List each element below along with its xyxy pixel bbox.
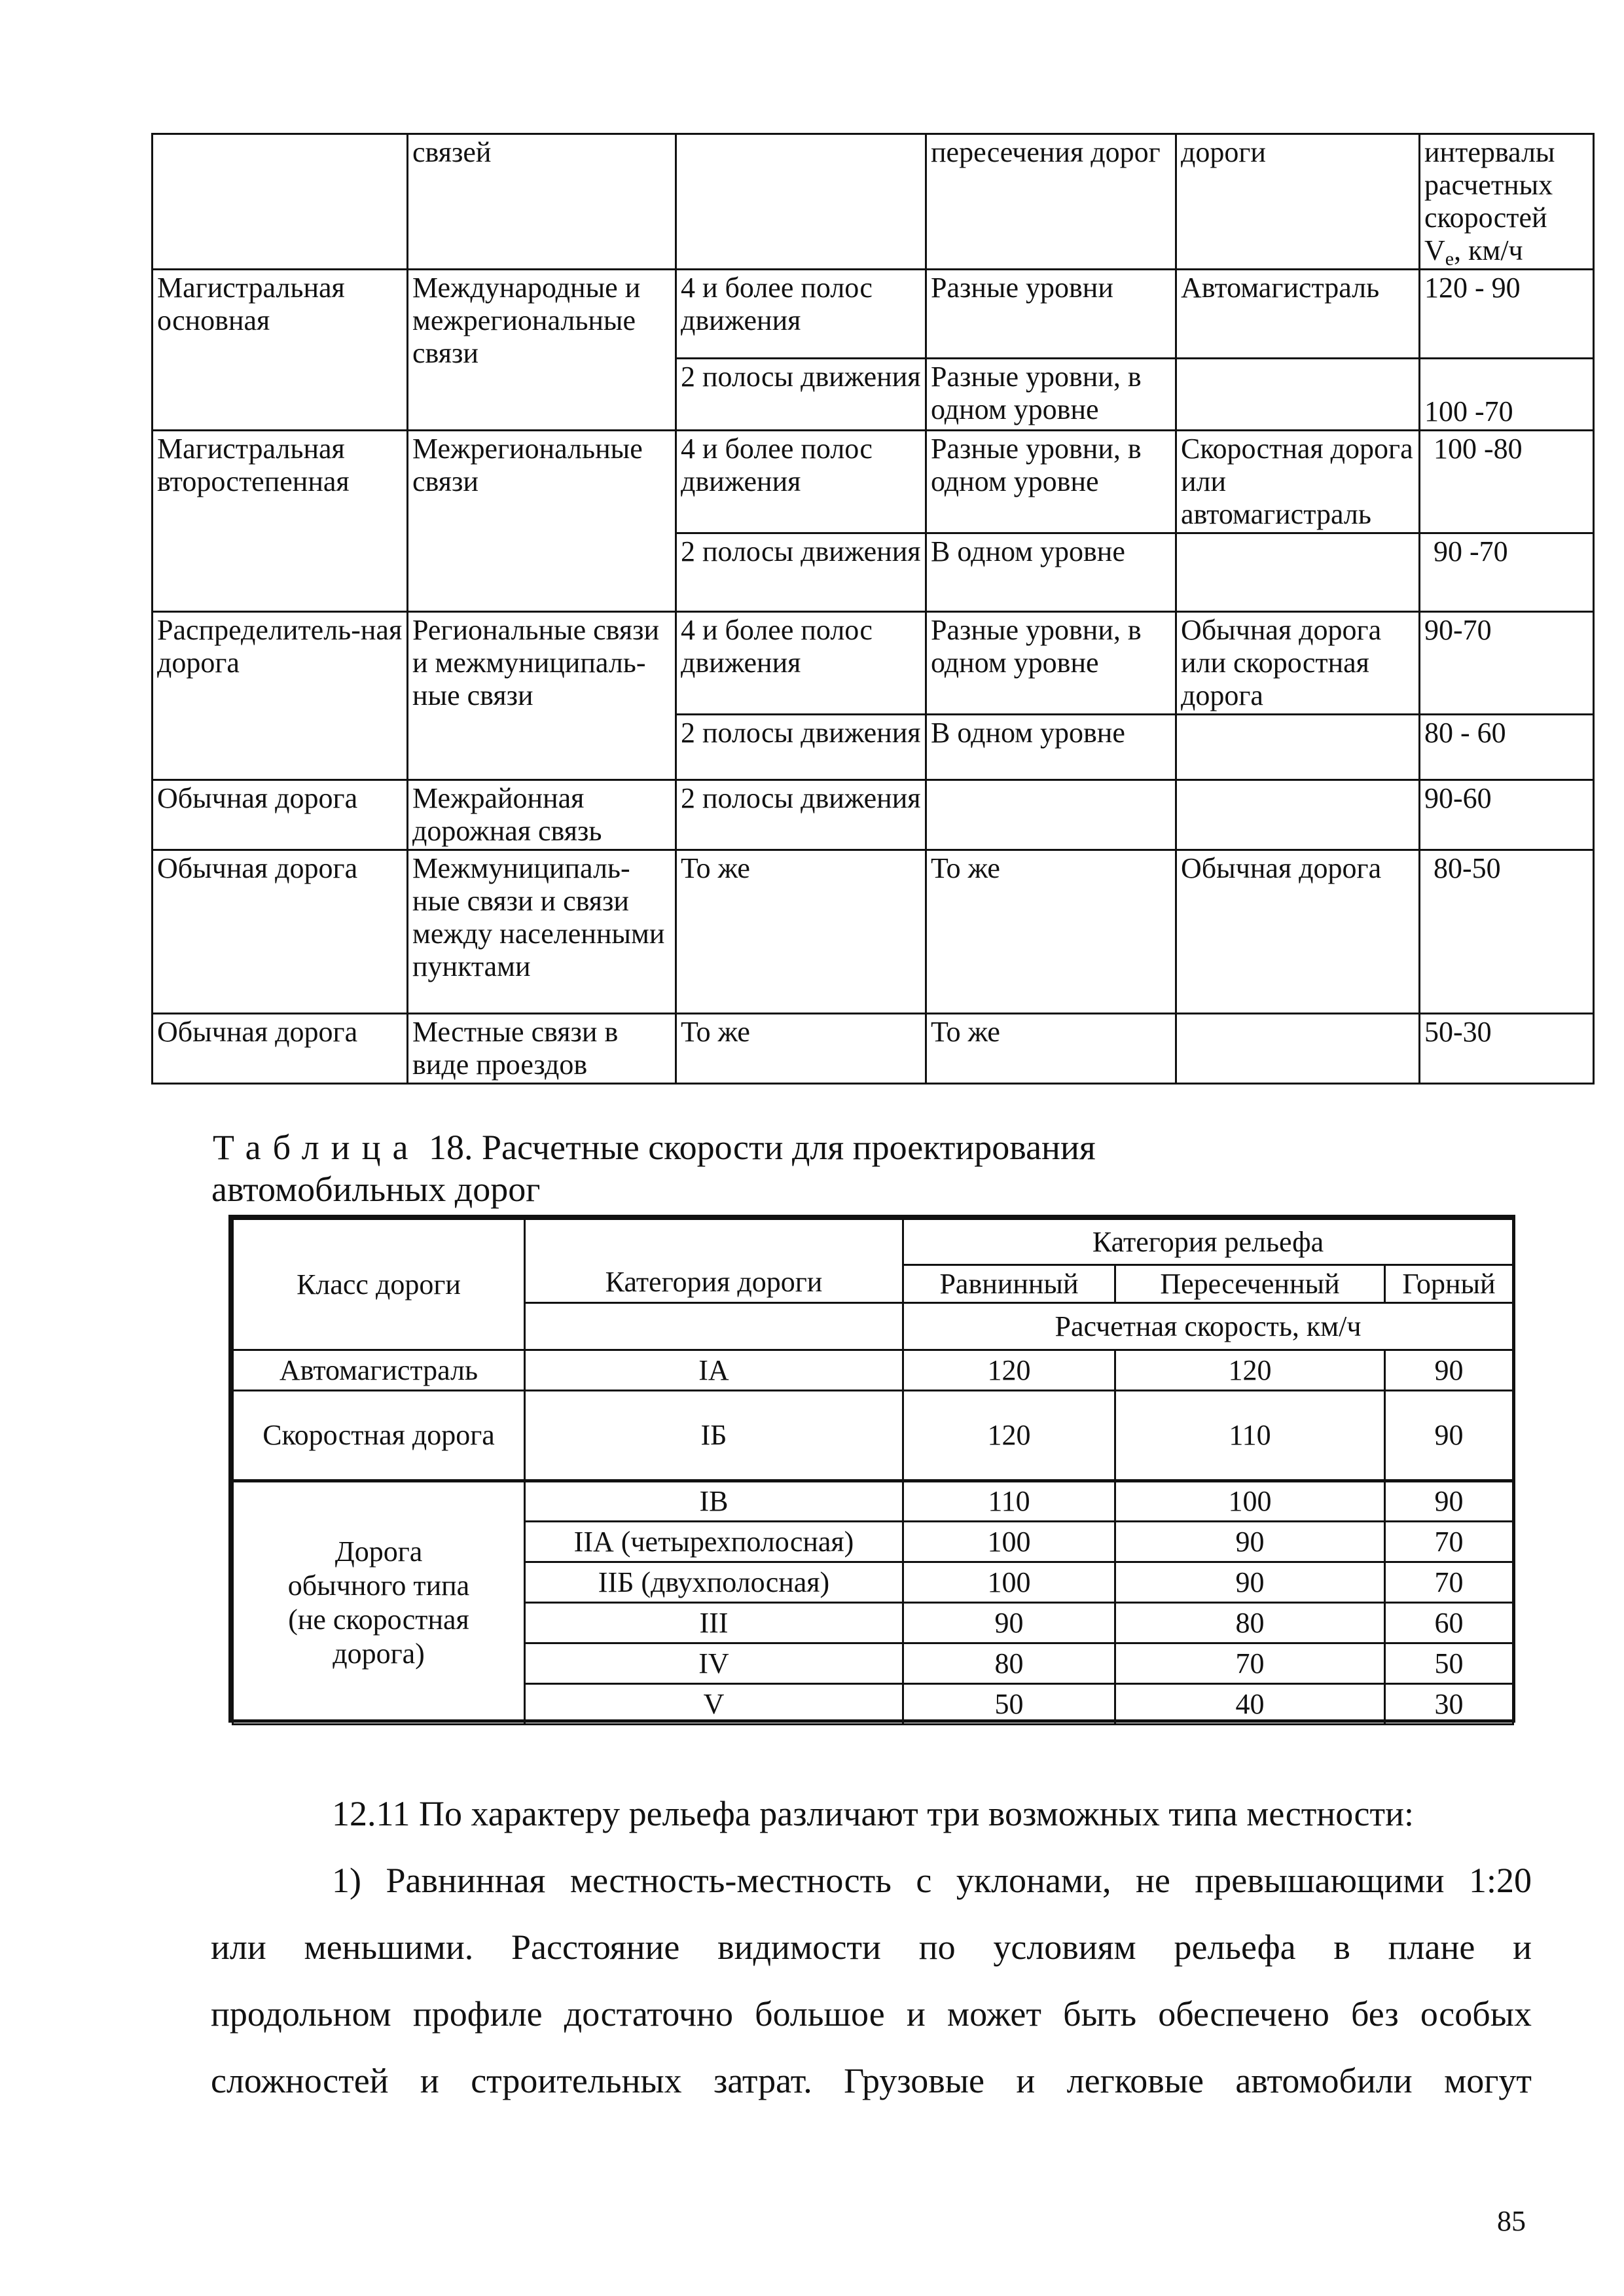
table-row <box>233 1350 1513 1391</box>
table-cell: V <box>525 1684 903 1725</box>
table-row <box>233 1219 1513 1265</box>
table-cell <box>926 780 1176 850</box>
header-design-speed: Расчетная скорость, км/ч <box>903 1303 1513 1350</box>
table-cell: 2 полосы движения <box>676 359 926 431</box>
table-cell: 100 <box>903 1522 1115 1562</box>
table-cell: 2 полосы движения <box>676 780 926 850</box>
table-cell: Разные уровни <box>926 270 1176 359</box>
header-mountain: Горный <box>1385 1265 1513 1303</box>
table-cell: 90-70 <box>1420 612 1594 715</box>
table-cell: 110 <box>903 1481 1115 1522</box>
table-row <box>153 431 1594 533</box>
paragraph-line: продольном профиле достаточно большое и может быть обеспечено без особых <box>211 1994 1532 2034</box>
table-cell: 90 <box>1385 1481 1513 1522</box>
header-rough: Пересеченный <box>1115 1265 1385 1303</box>
table-caption <box>213 1127 1522 1168</box>
table-cell: 120 <box>903 1391 1115 1481</box>
paragraph-12-11: 12.11 По характеру рельефа различают три возможных типа местности: <box>332 1794 1415 1833</box>
road-classification-table <box>151 133 1595 1085</box>
table-cell: 50 <box>1385 1643 1513 1684</box>
table-cell: IV <box>525 1643 903 1684</box>
table-cell: 30 <box>1385 1684 1513 1725</box>
table-cell: 120 <box>1115 1350 1385 1391</box>
design-speed-table <box>228 1215 1515 1723</box>
class-line: Дорога <box>334 1535 423 1568</box>
table-cell <box>1176 780 1420 850</box>
header-relief-category: Категория рельефа <box>903 1219 1513 1265</box>
table-cell: Скоростная дорога или автомагистраль <box>1176 431 1420 533</box>
table-cell: 80 <box>903 1643 1115 1684</box>
table-cell: III <box>525 1603 903 1643</box>
class-line: обычного типа <box>287 1570 470 1602</box>
caption-text: 18. Расчетные скорости для проектирования <box>428 1128 1096 1167</box>
table-cell: 80-50 <box>1420 850 1594 1014</box>
speed-subscript: e <box>1445 248 1454 270</box>
table-cell <box>1176 715 1420 780</box>
table-cell: Региональные связи и межмуниципаль-ные связи <box>408 612 676 780</box>
table-cell: IА <box>525 1350 903 1391</box>
table-cell: 90 <box>1385 1391 1513 1481</box>
table-cell: IIА (четырехполосная) <box>525 1522 903 1562</box>
table-cell: 2 полосы движения <box>676 715 926 780</box>
table-cell: Магистральная второстепенная <box>153 431 408 612</box>
table-cell: 4 и более полос движения <box>676 612 926 715</box>
table-cell: 100 <box>903 1562 1115 1603</box>
table-row <box>153 134 1594 270</box>
speed-unit: , км/ч <box>1454 234 1523 266</box>
table-cell: 120 - 90 <box>1420 270 1594 359</box>
table-cell: Разные уровни, в одном уровне <box>926 359 1176 431</box>
speed-symbol: V <box>1424 234 1445 266</box>
table-row <box>233 1391 1513 1481</box>
table-cell: IВ <box>525 1481 903 1522</box>
table-cell: 90 <box>1385 1350 1513 1391</box>
class-line: (не скоростная <box>288 1604 469 1636</box>
page-number: 85 <box>1497 2205 1526 2237</box>
caption-text-tail: автомобильных дорог <box>211 1170 541 1209</box>
table-cell: дороги <box>1176 134 1420 270</box>
table-cell: В одном уровне <box>926 533 1176 612</box>
paragraph-line: сложностей и строительных затрат. Грузовые и легковые автомобили могут <box>211 2061 1532 2100</box>
table-cell: 70 <box>1115 1643 1385 1684</box>
table-row <box>153 270 1594 359</box>
table-cell: IIБ (двухполосная) <box>525 1562 903 1603</box>
paragraph-flat-terrain <box>211 1847 1532 2114</box>
table-cell: Обычная дорога <box>153 780 408 850</box>
table-cell: Межрайонная дорожная связь <box>408 780 676 850</box>
table-cell: 4 и более полос движения <box>676 431 926 533</box>
table-cell <box>676 134 926 270</box>
table-cell <box>525 1303 903 1350</box>
table-cell: 100 -70 <box>1420 359 1594 431</box>
table-cell: 80 - 60 <box>1420 715 1594 780</box>
table-cell: Обычная дорога <box>153 1014 408 1084</box>
table-cell: Автомагистраль <box>1176 270 1420 359</box>
table-cell: Межмуниципаль-ные связи и связи между населенными пунктами <box>408 850 676 1014</box>
header-road-class: Класс дороги <box>233 1219 525 1350</box>
table-cell: 90 <box>903 1603 1115 1643</box>
table-cell: связей <box>408 134 676 270</box>
header-road-category: Категория дороги <box>525 1219 903 1303</box>
table-cell: 70 <box>1385 1562 1513 1603</box>
table-row <box>233 1481 1513 1522</box>
table-cell: 100 <box>1115 1481 1385 1522</box>
table-cell: 110 <box>1115 1391 1385 1481</box>
class-line: дорога) <box>333 1638 425 1670</box>
table-cell: Распределитель-ная дорога <box>153 612 408 780</box>
table-cell: 90 <box>1115 1562 1385 1603</box>
table-cell: Обычная дорога <box>1176 850 1420 1014</box>
table-cell: пересечения дорог <box>926 134 1176 270</box>
table-cell: То же <box>676 1014 926 1084</box>
table-cell <box>233 1481 525 1725</box>
table-cell: 40 <box>1115 1684 1385 1725</box>
table-cell: Обычная дорога <box>153 850 408 1014</box>
table-cell: Автомагистраль <box>233 1350 525 1391</box>
table-cell: IБ <box>525 1391 903 1481</box>
table-cell: Обычная дорога или скоростная дорога <box>1176 612 1420 715</box>
table-row <box>153 850 1594 1014</box>
table-cell <box>1176 1014 1420 1084</box>
paragraph-line: 1) Равнинная местность-местность с уклонами, не превышающими 1:20 <box>332 1861 1532 1900</box>
table-cell: 120 <box>903 1350 1115 1391</box>
table-cell: Международные и межрегиональные связи <box>408 270 676 431</box>
header-flat: Равнинный <box>903 1265 1115 1303</box>
table-cell: 50 <box>903 1684 1115 1725</box>
table-cell <box>1176 359 1420 431</box>
table-row <box>153 612 1594 715</box>
table-cell: 80 <box>1115 1603 1385 1643</box>
table-cell: Межрегиональные связи <box>408 431 676 612</box>
table-cell: То же <box>926 850 1176 1014</box>
table-cell: интервалы расчетных скоростей <box>1424 136 1555 234</box>
table-cell: То же <box>926 1014 1176 1084</box>
table-cell: Скоростная дорога <box>233 1391 525 1481</box>
table-cell: То же <box>676 850 926 1014</box>
table-cell: 2 полосы движения <box>676 533 926 612</box>
table-cell: Местные связи в виде проездов <box>408 1014 676 1084</box>
table-cell: 60 <box>1385 1603 1513 1643</box>
table-cell: 90-60 <box>1420 780 1594 850</box>
table-cell: 50-30 <box>1420 1014 1594 1084</box>
table-cell: Разные уровни, в одном уровне <box>926 431 1176 533</box>
table-cell: 70 <box>1385 1522 1513 1562</box>
table-cell: 4 и более полос движения <box>676 270 926 359</box>
paragraph-line: или меньшими. Расстояние видимости по условиям рельефа в плане и <box>211 1928 1532 1967</box>
table-cell: 100 -80 <box>1420 431 1594 533</box>
table-row <box>153 1014 1594 1084</box>
caption-label: Таблица <box>213 1128 420 1167</box>
table-row <box>153 780 1594 850</box>
table-cell <box>1176 533 1420 612</box>
table-cell: Разные уровни, в одном уровне <box>926 612 1176 715</box>
table-cell: 90 -70 <box>1420 533 1594 612</box>
table-cell: В одном уровне <box>926 715 1176 780</box>
table-cell <box>153 134 408 270</box>
table-cell: Магистральная основная <box>153 270 408 431</box>
table-cell: 90 <box>1115 1522 1385 1562</box>
speed-interval-header <box>1420 134 1594 270</box>
